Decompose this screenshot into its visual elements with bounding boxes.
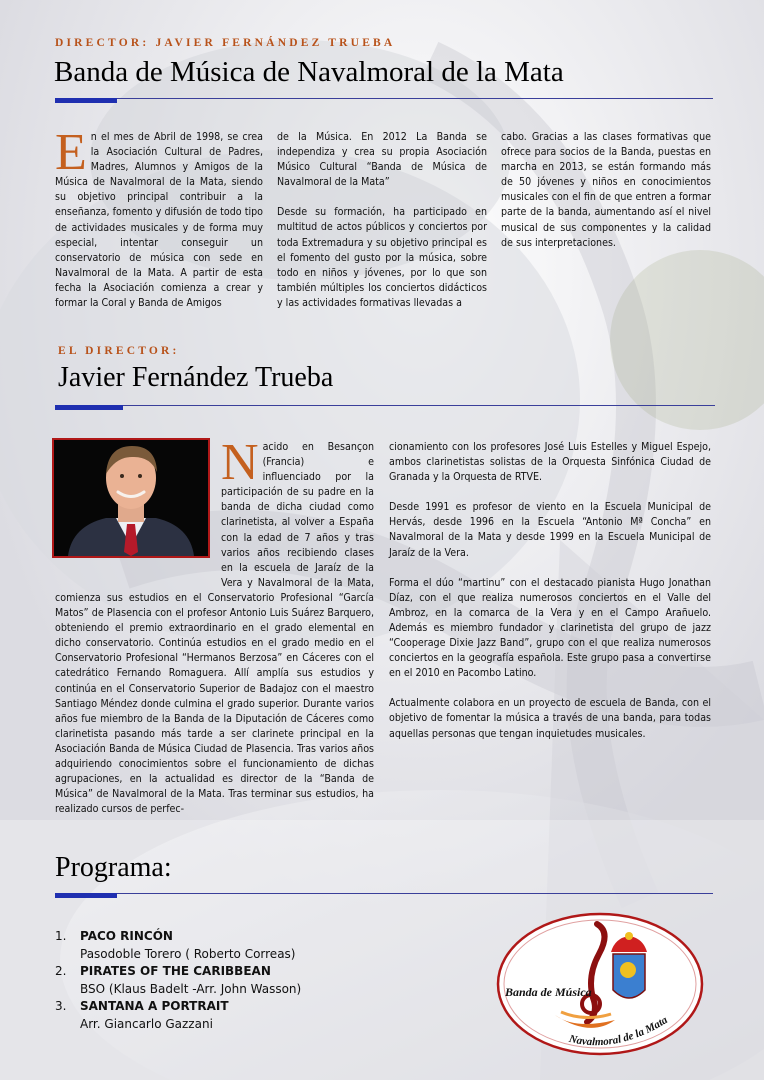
programa-item-title: PIRATES OF THE CARIBBEAN bbox=[80, 964, 271, 978]
programa-rule-accent bbox=[55, 893, 117, 898]
intro-col1-text: n el mes de Abril de 1998, se crea la Asociación Cultural de Padres, Madres, Alumnos y Amigos de la Música de Navalmoral de la Mata, siendo su objetivo principal contribuir a la enseñanza, fomento y difusión de todo tipo de actividades musicales y de forma muy especial, intentar conseguir un conservatorio de música con sede en Navalmoral de la Mata. A partir de esta fecha la Asociación comienza a crear y formar la Coral y Banda de Amigos bbox=[55, 131, 263, 310]
director-kicker: EL DIRECTOR: bbox=[58, 345, 180, 357]
title-rule bbox=[55, 98, 713, 99]
title-rule-accent bbox=[55, 98, 117, 103]
band-logo bbox=[495, 910, 705, 1060]
intro-column-3 bbox=[501, 130, 711, 266]
intro-col2-paragraph-1: de la Música. En 2012 La Banda se independiza y crea su propia Asociación Músico Cultural “Banda de Música de Navalmoral de la Mata” bbox=[277, 131, 487, 189]
director-col2-paragraph-2: Desde 1991 es profesor de viento en la Escuela Municipal de Hervás, desde 1996 en la Escuela “Antonio Mª Concha” en Navalmoral de la Mata y desde 1999 en la Escuela Municipal de Jaraíz de la Vera. bbox=[389, 501, 711, 559]
logo-text-bottom-path: Navalmoral de la Mata bbox=[567, 1014, 670, 1049]
director-column-1 bbox=[55, 434, 374, 817]
photo-float-spacer bbox=[55, 440, 221, 585]
director-col2-paragraph-4: Actualmente colabora en un proyecto de escuela de Banda, con el objetivo de fomentar la música a través de una banda, para todas aquellas personas que tengan inquietudes musicales. bbox=[389, 697, 711, 740]
programa-item-title: SANTANA A PORTRAIT bbox=[80, 999, 229, 1013]
intro-col3-paragraph: cabo. Gracias a las clases formativas que ofrece para socios de la Banda, puestas en marcha en 2013, se están formando más de 50 jóvenes y niños en conocimientos musicales con el fin de que entren a formar parte de la banda, aumentando así el nivel musical de sus componentes y la calidad de sus interpretaciones. bbox=[501, 131, 711, 249]
programa-rule bbox=[55, 893, 713, 894]
intro-dropcap: E bbox=[55, 124, 87, 181]
director-rule-accent bbox=[55, 405, 123, 410]
intro-column-2 bbox=[277, 130, 487, 326]
intro-column-1 bbox=[55, 124, 263, 311]
programa-item-subtitle: Pasodoble Torero ( Roberto Correas) bbox=[80, 946, 296, 961]
programa-item-number: 3. bbox=[55, 999, 67, 1013]
programa-item bbox=[55, 928, 385, 963]
logo-text-top: Banda de Música bbox=[505, 985, 592, 999]
director-col2-paragraph-3: Forma el dúo “martinu” con el destacado pianista Hugo Jonathan Díaz, con el que realiza numerosos conciertos en el Valle del Ambroz, en la comarca de la Vera y en el Campo Arañuelo. Además es miembro fundador y clarinetista del grupo de jazz “Cooperage Dixie Jazz Band”, grupo con el que realiza numerosos conciertos en la geografía española. Este grupo pasa a convertirse en el 2010 en Pacombo Latino. bbox=[389, 576, 711, 680]
director-rule bbox=[55, 405, 715, 406]
programa-item-subtitle: BSO (Klaus Badelt -Arr. John Wasson) bbox=[80, 981, 302, 996]
page-title: Banda de Música de Navalmoral de la Mata bbox=[54, 56, 564, 88]
section-kicker: DIRECTOR: JAVIER FERNÁNDEZ TRUEBA bbox=[55, 37, 396, 49]
programa-item-number: 2. bbox=[55, 964, 67, 978]
director-col2-paragraph-1: cionamiento con los profesores José Luis Estelles y Miguel Espejo, ambos clarinetistas solistas de la Orquesta Sinfónica Ciudad de Granada y la Orquesta de RTVE. bbox=[389, 441, 711, 484]
director-name-heading: Javier Fernández Trueba bbox=[58, 362, 334, 393]
programa-list bbox=[55, 928, 385, 1033]
intro-col2-paragraph-2: Desde su formación, ha participado en multitud de actos públicos y conciertos por toda Extremadura y su objetivo principal es el fomento del gusto por la música, sobre todo en niños y jóvenes, por lo que son también múltiples los conciertos didácticos y las actividades formativas llevadas a bbox=[277, 206, 487, 309]
programa-item-subtitle: Arr. Giancarlo Gazzani bbox=[80, 1016, 213, 1031]
programa-item-title: PACO RINCÓN bbox=[80, 929, 173, 943]
programa-item bbox=[55, 998, 385, 1033]
programa-item-number: 1. bbox=[55, 929, 67, 943]
programa-item bbox=[55, 963, 385, 998]
director-dropcap: N bbox=[221, 434, 259, 491]
programa-heading: Programa: bbox=[55, 852, 172, 883]
director-col1-text: acido en Besançon (Francia) e influenciado por la participación de su padre en la banda de dicha ciudad como clarinetista, al volver a España con la edad de 7 años y tras varios años recibiendo clases en la escuela de Jaraíz de la Vera y Navalmoral de la Mata, comienza sus estudios en el Conservatorio Profesional “García Matos” de Plasencia con el profesor Antonio Luis Suárez Barquero, obteniendo el premio extraordinario en el grado elemental en dicho conservatorio. Continúa estudios en el grado medio en el Conservatorio Profesional “Hermanos Berzosa” en Cáceres con el catedrático Fernando Romaguera. Allí amplía sus estudios y continúa en el Conservatorio Superior de Badajoz con el maestro Santiago Méndez donde culmina el grado superior. Durante varios años fue miembro de la Banda de la Diputación de Cáceres como clarinetista pasando más tarde a ser clarinete principal en la Asociación Banda de Música Ciudad de Plasencia. Tras varios años adquiriendo conocimientos sobre el funcionamiento de dichas agrupaciones, en la actualidad es director de la “Banda de Música” de Navalmoral de la Mata. Tras terminar sus estudios, ha realizado cursos de perfec- bbox=[55, 441, 374, 816]
director-column-2 bbox=[389, 440, 711, 757]
